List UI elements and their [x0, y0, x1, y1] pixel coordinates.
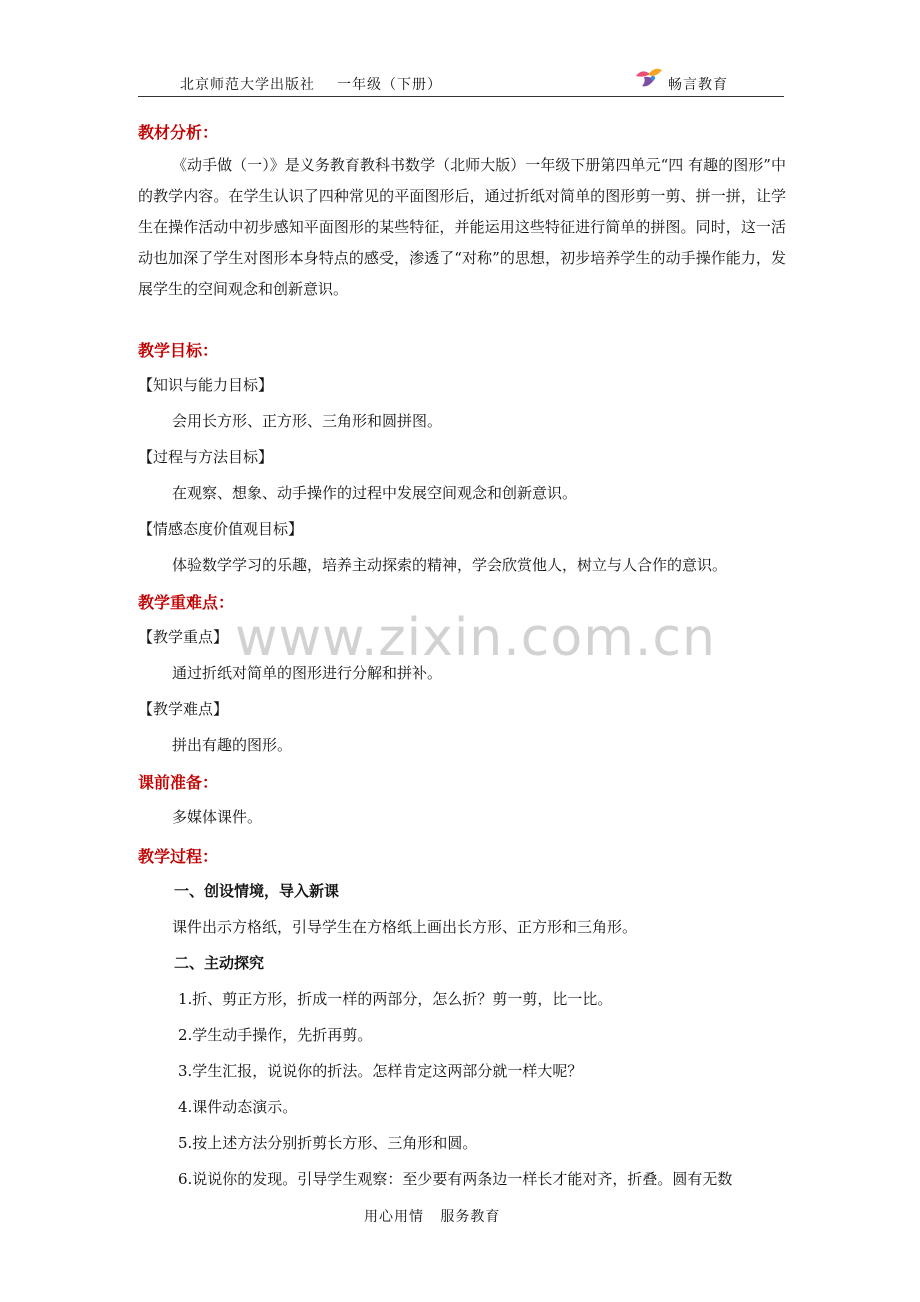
key-point-label: 【教学重点】	[138, 628, 229, 646]
analysis-paragraph: 《动手做（一）》是义务教育教科书数学（北师大版）一年级下册第四单元“四 有趣的图形”中的教学内容。在学生认识了四种常见的平面图形后，通过折纸对简单的图形剪一剪、拼一拼，让学生在操作活动中初步感知平面图形的某些特征，并能运用这些特征进行简单的拼图。同时，这一活动也加深了学生对图形本身特点的感受，渗透了“对称”的思想，初步培养学生的动手操作能力，发展学生的空间观念和创新意识。	[138, 156, 786, 298]
list-item: 6.说说你的发现。引导学生观察：至少要有两条边一样长才能对齐，折叠。圆有无数	[178, 1170, 733, 1188]
footer-left: 用心用情	[364, 1209, 424, 1225]
goal-knowledge-label: 【知识与能力目标】	[138, 376, 274, 394]
goal-process-text: 在观察、想象、动手操作的过程中发展空间观念和创新意识。	[172, 484, 578, 502]
list-item: 5.按上述方法分别折剪长方形、三角形和圆。	[178, 1134, 478, 1152]
step-one-title: 一、创设情境，导入新课	[174, 882, 340, 900]
goal-process-label: 【过程与方法目标】	[138, 448, 274, 466]
footer-right: 服务教育	[440, 1209, 501, 1225]
section-title-preparation: 课前准备：	[138, 773, 219, 792]
grade-label: 一年级（下册）	[337, 77, 442, 93]
goal-emotion-text: 体验数学学习的乐趣，培养主动探索的精神，学会欣赏他人，树立与人合作的意识。	[172, 556, 728, 574]
list-item: 1.折、剪正方形，折成一样的两部分，怎么折？剪一剪，比一比。	[178, 990, 613, 1008]
difficulty-text: 拼出有趣的图形。	[172, 736, 293, 754]
header-brand: 畅言教育	[668, 77, 728, 93]
difficulty-label: 【教学难点】	[138, 700, 229, 718]
goal-emotion-label: 【情感态度价值观目标】	[138, 520, 304, 538]
section-title-goals: 教学目标：	[138, 341, 219, 360]
page-footer	[364, 1206, 500, 1226]
section-title-key-points: 教学重难点：	[138, 593, 235, 612]
key-point-text: 通过折纸对简单的图形进行分解和拼补。	[172, 664, 443, 682]
section-title-process: 教学过程：	[138, 847, 219, 866]
header-publisher	[180, 74, 442, 94]
bird-logo-icon	[634, 66, 664, 90]
step-two-title: 二、主动探究	[174, 954, 265, 972]
publisher-name: 北京师范大学出版社	[180, 77, 315, 93]
section-title-analysis: 教材分析：	[138, 123, 219, 142]
watermark: www.zixin.com.cn	[235, 608, 716, 668]
list-item: 4.课件动态演示。	[178, 1098, 298, 1116]
list-item: 2.学生动手操作，先折再剪。	[178, 1026, 373, 1044]
preparation-text: 多媒体课件。	[172, 808, 263, 826]
step-one-text: 课件出示方格纸，引导学生在方格纸上画出长方形、正方形和三角形。	[172, 918, 638, 936]
header-divider	[138, 96, 784, 97]
goal-knowledge-text: 会用长方形、正方形、三角形和圆拼图。	[172, 412, 443, 430]
list-item: 3.学生汇报，说说你的折法。怎样肯定这两部分就一样大呢？	[178, 1062, 583, 1080]
